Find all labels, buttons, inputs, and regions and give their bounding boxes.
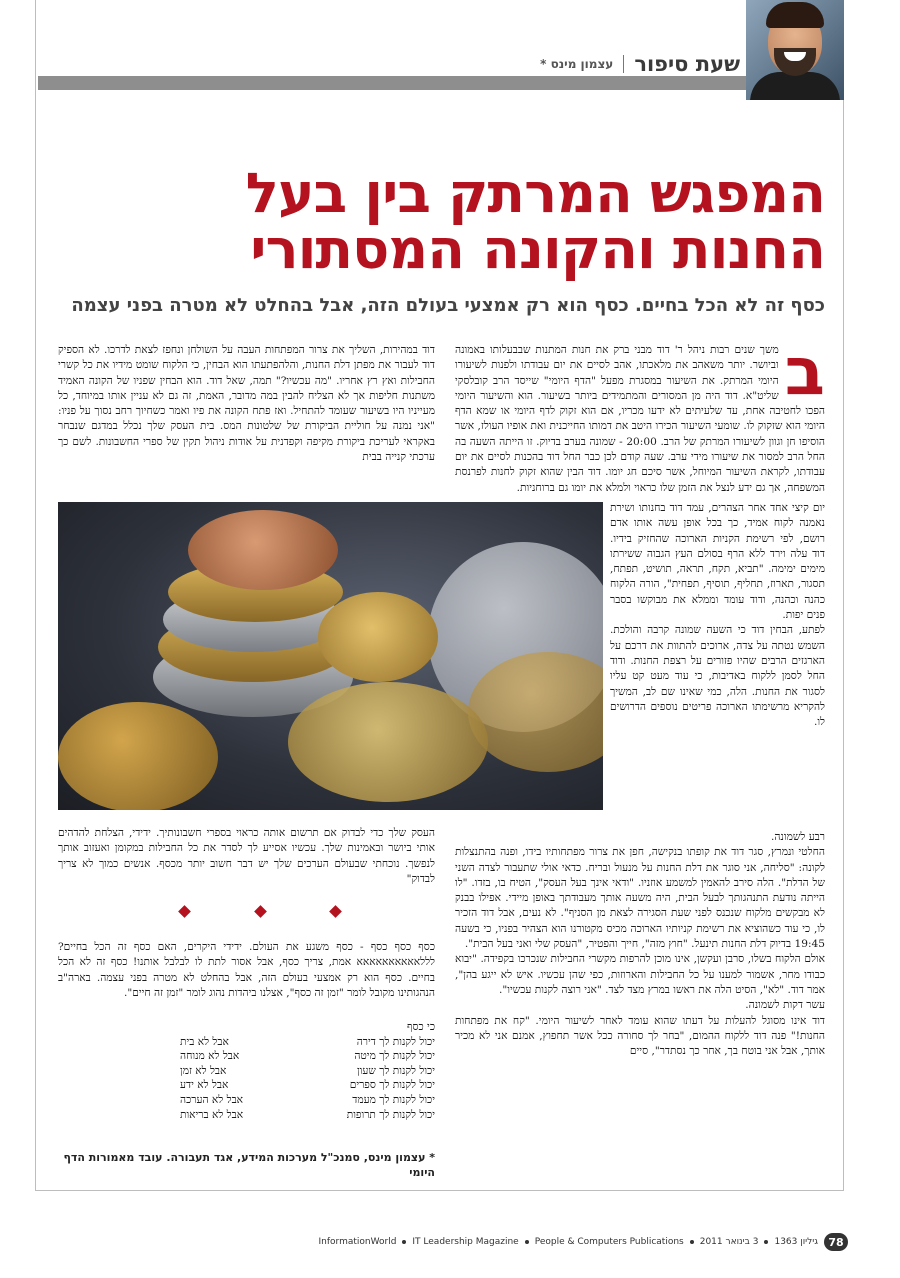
frame-right-line	[843, 100, 844, 1190]
poem-row	[180, 1035, 435, 1050]
poem-but-not: אבל לא ידע	[180, 1079, 229, 1092]
frame-top-line	[35, 0, 36, 1190]
money-poem	[180, 1020, 435, 1122]
page-footer	[319, 1233, 848, 1251]
left-paragraph-1: דוד במהירות, השליך את צרור המפתחות העבה על השולחן ונחפז לצאת לדרכו. לא הספיק דוד לעבור את מפתן דלת החנות, והלהפתעתו הוא הבחין, כי הלקוח שומט מידיו את כל קשרי החבילות ואץ רץ אחריו. "מה עכשיו?" תמה, שאל דוד. הוא הבחין שפניו של הקונה האמיד משתנות חליפות אך לא הצליח להבין במה מדובר, האמת, זה גם לא עניין אותו במיוחד, כל מעייניו היו בשיעור שעומד להתחיל. ואז פתח הקונה את פיו ואמר כשחיוך רחב נסוך על פניו: "אני נמנה על חוליית הביקורת של שלטונות המס. בית העסק שלך נכלל במדגם שנבחר באקראי לעריכת ביקורת מקיפה וקפדנית על אודות ניהול תקין של ספרי החשבונות. לשם כך ערכתי קנייה בבית	[58, 344, 435, 464]
left-column-lower	[58, 940, 435, 1018]
divider-diamond	[254, 905, 267, 918]
author-footnote: * עצמון מינס, סמנכ"ל מערכות המידע, אגד תעבורה. עובד מאמורות הדף היומי	[63, 1151, 435, 1179]
publisher-1: People & Computers Publications	[534, 1237, 684, 1247]
left-column-top	[58, 343, 435, 493]
footer-bullet	[402, 1240, 406, 1244]
poem-can-buy: יכול לקנות לך דירה	[356, 1035, 435, 1048]
divider-diamond	[178, 905, 191, 918]
right-column-narrow	[610, 501, 825, 821]
header-divider	[623, 55, 624, 73]
publisher-3: InformationWorld	[318, 1237, 397, 1247]
page-number: 78	[824, 1233, 848, 1251]
right-paragraph-3: לפתע, הבחין דוד כי השעה שמונה קרבה והולכת. השמש נטתה על צדה, ארוכים להתוות את דרכם על הארגזים הרבים שהיו פזורים על רצפת החנות. ודוד החל לסמן ללקוח באדיבות, כי עוד מעט קט עליו לסגור את החנות. הלה, כמי שאינו שם לב, המשיך להקריא מרשימתו הארוכה פריטים נוספים הדרושים לו.	[610, 624, 825, 729]
author-byline: עצמון מינס *	[540, 57, 614, 71]
right-paragraph-5: החלטי ונמרץ, סגר דוד את קופתו בנקישה, חפן את צרור מפתחותיו בידו, ופנה בהתנצלות לקונה: "סליחה, אני סוגר את דלת החנות על מנעול ובריח. כדאי אולי שתעבור לצדה השני של הדלת". הלה סירב להאמין למשמע אוזניו. "ודאי אינך בעל העסק", הטיח בו, בזדו. "לו הייתה נודעת התנהגותך לבעל הבית, היה משעה אותך מעבודתך באופן מיידי. אפילו בבנק לא מבקשים מלקוח שנכנס לפני שעת הסגירה לצאת מן הסניף". לא נעים, אבל דוד הזכיר לו, כי עוד כשהוציא את רשימת קניותיו הארוכה מכיס מקטורנו הוא הצהיר בפניו, כי בשעה 19:45 בדיוק דלת החנות תינעל. "חוץ מזה", חייך והפטיר, "העסק שלי ואני בעל הבית".	[455, 846, 825, 951]
poem-can-buy: יכול לקנות לך שעון	[356, 1064, 435, 1077]
poem-but-not: אבל לא מנוחה	[180, 1050, 240, 1063]
poem-but-not: אבל לא הערכה	[180, 1093, 244, 1106]
article-subhead: כסף זה לא הכל בחיים. כסף הוא רק אמצעי בעולם הזה, אבל בהחלט לא מטרה בפני עצמה	[71, 295, 825, 316]
poem-but-not: אבל לא בריאות	[180, 1108, 244, 1121]
drop-cap: ב	[784, 343, 825, 410]
poem-can-buy: יכול לקנות לך מיטה	[354, 1050, 435, 1063]
poem-can-buy: יכול לקנות לך ספרים	[349, 1079, 435, 1092]
issue-date: 3 בינואר 2011	[699, 1237, 759, 1247]
section-divider	[180, 907, 340, 916]
left-column-middle	[58, 826, 435, 898]
footer-bullet	[525, 1240, 529, 1244]
header-row	[540, 52, 740, 76]
poem-row	[180, 1108, 435, 1123]
right-paragraph-4: רבע לשמונה.	[770, 831, 825, 843]
section-title: שעת סיפור	[634, 52, 740, 76]
divider-diamond	[329, 905, 342, 918]
author-photo	[746, 0, 844, 100]
poem-but-not: אבל לא בית	[180, 1035, 229, 1048]
poem-row	[180, 1064, 435, 1079]
left-paragraph-3: כסף כסף כסף - כסף משגע את העולם. ידידי היקרים, האם כסף זה הכל בחיים? לללאאאאאאאאאא אמת, צריך כסף, אבל אסור לתת לו לבלבל אותנו! כסף זה לא הכל בחיים. כסף הוא רק אמצעי בעולם הזה, אבל בהחלט לא מטרה בפני עצמה. בארה"ב הנהגותינו מקובל לומר "זמן זה כסף", אצלנו ביהדות נהוג לומר "זמן זה חיים".	[58, 941, 435, 999]
article-headline	[120, 161, 825, 281]
right-paragraph-6: אולם הלקוח בשלו, סרבן ועקשן, אינו מוכן להרפות מקשרי החבילות שנכרכו בקפידה. "יבוא כבודו מחר, אשמור למענו על כל החבילות והארוזות, כפי שהן עכשיו. איש לא ייגע בהן", אמר דוד. "לא", הסיט הלה את ראשו במרץ מצד לצד. "אני רוצה לקנות עכשיו".	[455, 953, 825, 996]
poem-can-buy: יכול לקנות לך מעמד	[352, 1093, 435, 1106]
header-bar	[38, 76, 841, 90]
left-paragraph-2: העסק שלך כדי לבדוק אם תרשום אותה כראוי בספרי חשבונותיך. ידידי, הצלחת להדהים אותי ביושר ובאמינות שלך. עכשיו אסייע לך לסדר את כל החבילות במקומן ואעזוב אותך לנפשך. נוכחתי שבעולם הערכים שלך יש דבר חשוב יותר מכסף. אנשים כמוך לא צריך לבדוק"	[58, 827, 435, 885]
poem-can-buy: יכול לקנות לך תרופות	[346, 1108, 435, 1121]
headline-line-1: המפגש המרתק בין בעל	[245, 161, 825, 225]
right-column-top	[455, 343, 825, 501]
right-paragraph-7: עשר דקות לשמונה.	[745, 999, 825, 1012]
footer-bullet	[690, 1240, 694, 1244]
coins-photo	[58, 502, 603, 810]
right-column-bottom	[455, 830, 825, 1205]
right-paragraph-8: דוד אינו מסוגל להעלות על דעתו שהוא עומד לאחר לשיעור היומי. "קח את מפתחות החנות!" פנה דוד ללקוח ההמום, "בחר לך סחורה ככל אשר תחפוץ, אמנם אני לא מכיר אותך, אבל אני בוטח בך, אחר כך נסתדר", סיים	[455, 1014, 825, 1058]
headline-line-2: החנות והקונה המסתורי	[250, 217, 825, 281]
right-paragraph-2: יום קיצי אחד אחר הצהרים, עמד דוד בחנותו ושירת נאמנה לקוח אמיד, כך בכל אופן עשה אותו אדם רושם, לפי רשימת הקניות הארוכה שהחזיק בידיו. דוד עלה וירד ללא הרף בסולם העץ הגבוה ששירתו מימים ימימה. "תביא, תקח, תראה, תושיט, תפתח, תסגור, תארוז, תחליף, תוסיף, תפחית", הורה הלקוח כהנה וכהנה, ודוד עומד וממלא את מבוקשו בסבר פנים יפות.	[610, 502, 825, 622]
poem-row	[180, 1093, 435, 1108]
issue-number: גיליון 1363	[774, 1237, 818, 1247]
poem-row	[180, 1049, 435, 1064]
publisher-2: IT Leadership Magazine	[412, 1237, 519, 1247]
poem-head: כי כסף	[406, 1021, 435, 1033]
poem-but-not: אבל לא זמן	[180, 1064, 227, 1077]
right-paragraph-1: משך שנים רבות ניהל ר' דוד מבני ברק את חנות המתנות שבבעלותו באמונה וביושר. יותר משאהב את מלאכתו, אהב לסיים את יום עבודתו ולפנות לשיעורו היומי המרתק. את השיעור במסגרת מפעל "הדף היומי" שייסד הרב קובלסקי שליט"א. דוד היה מן המסורים והמתמידים ביותר בשיעור. הוא והשיעור היומי הפכו לחטיבה אחת, עד שלעיתים לא ידעו מכריו, אם הוא זקוק לדף היומי או שמא הדף היומי הוא שזקוק לו. שומעי השיעור הכירו היטב את דמותו החייכנית ואת אופיו העולז, אשר הוסיפו חן וגוון לשיעורו המרתק של הרב. 20:00 - שמונה בערב בדיוק. זו הייתה השעה בה החל הרב למסור את שיעורו מידי ערב. שעה קודם לכן כבר החל דוד בהכנות לסיים את יום עבודתו, לקראת השיעור המיוחל, אשר סיכם חג יומו. דוד הבין שהוא זקוק לחנות לפרנסת המשפחה, אך גם ידע לנצל את הזמן שלו כראוי ולמלא את יומו גם ברוחניות.	[455, 344, 825, 494]
poem-row	[180, 1078, 435, 1093]
footer-bullet	[764, 1240, 768, 1244]
